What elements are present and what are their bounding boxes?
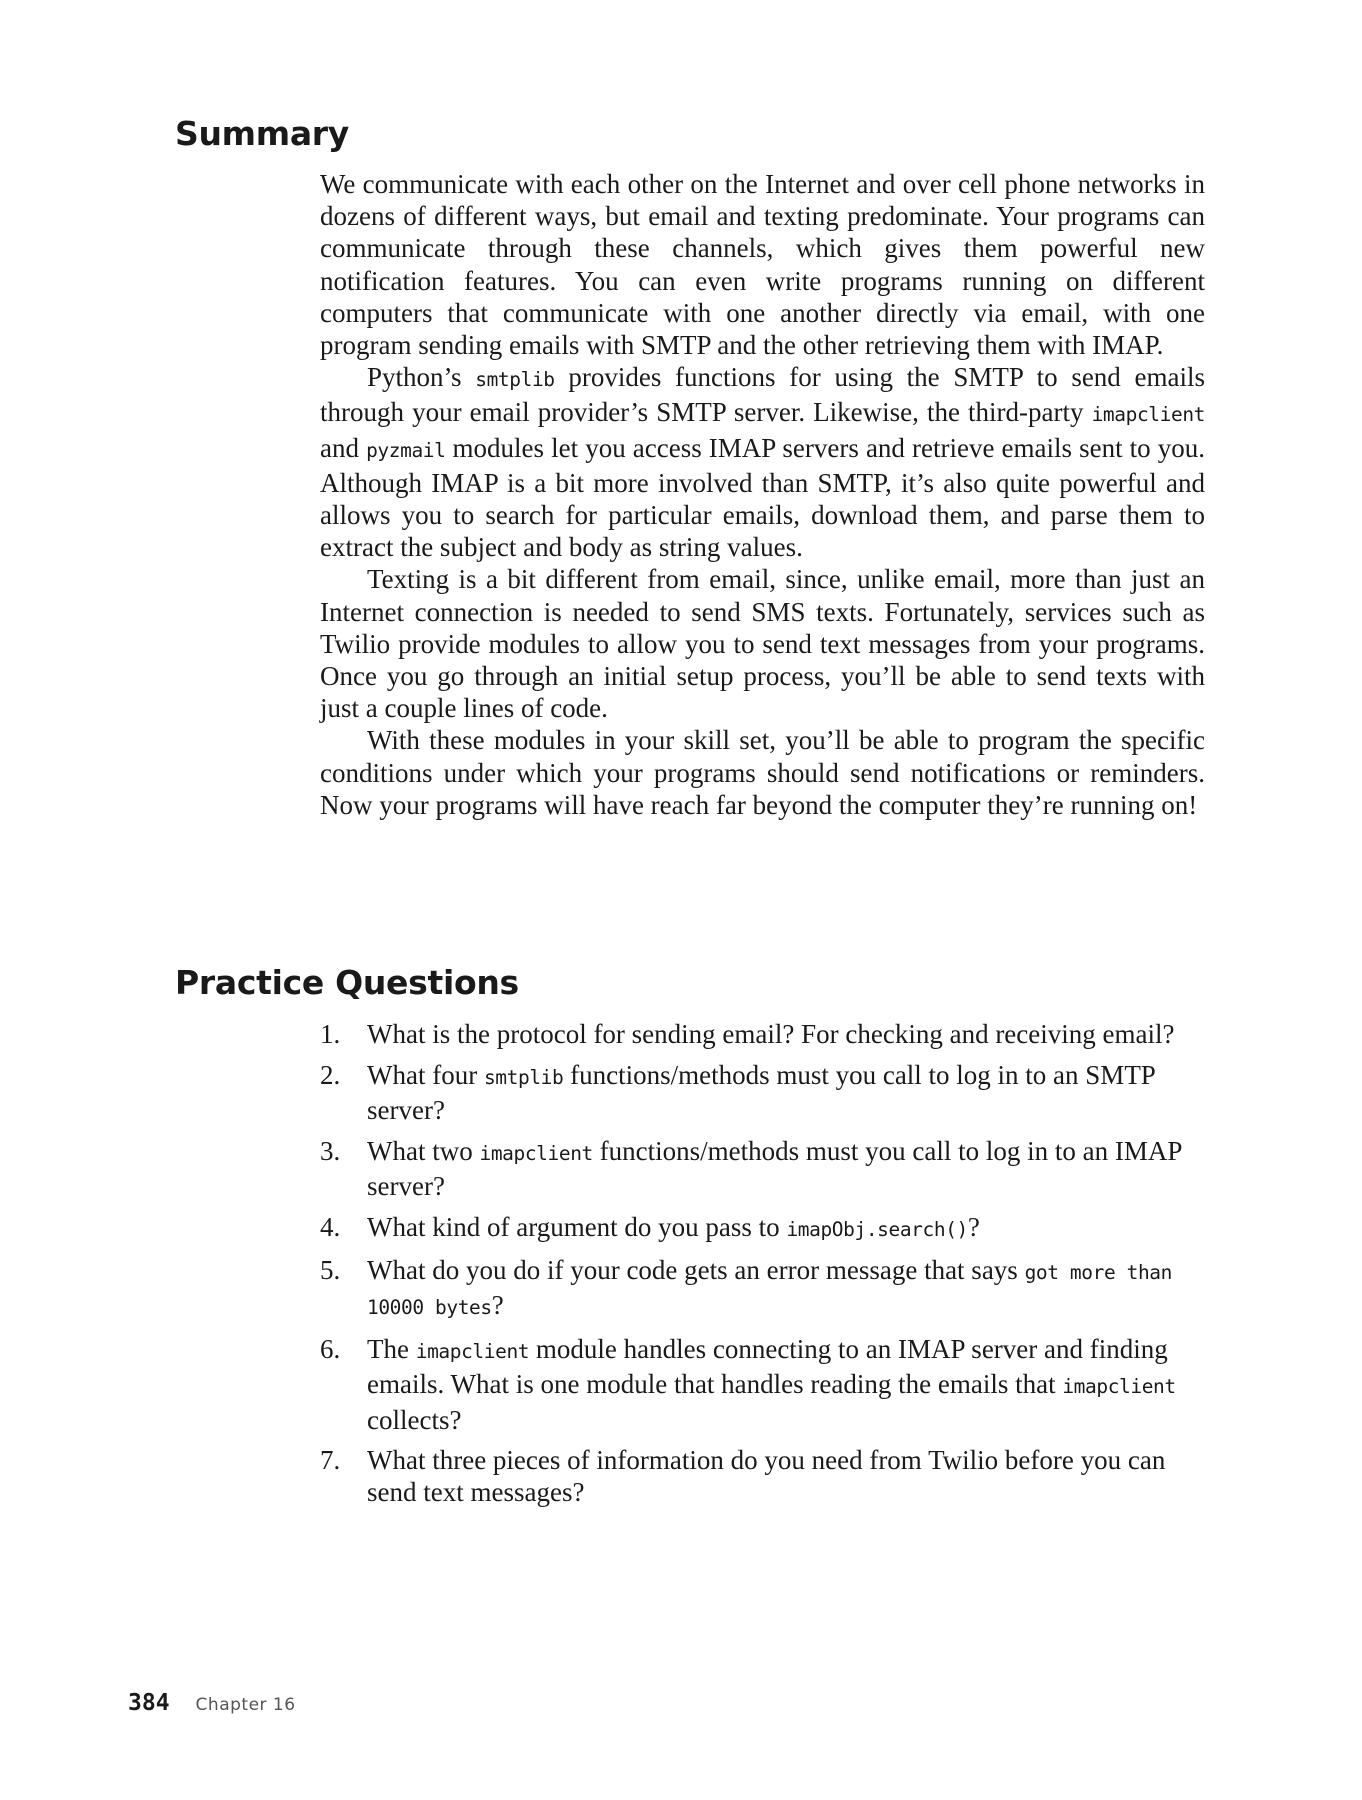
text-run: provides functions for using the SMTP to send emails through your email provider’s SMTP server. Likewise, the third-party — [320, 362, 1206, 428]
code-term: smtplib — [483, 1065, 564, 1089]
question-number: 3. — [320, 1135, 341, 1166]
question-item — [320, 1018, 1205, 1050]
code-term: imapObj.search() — [786, 1217, 968, 1241]
question-text: What three pieces of information do you need from Twilio before you can send text messages? — [367, 1445, 1166, 1508]
question-text: functions/methods must you call to log in to an SMTP server? — [367, 1059, 1155, 1125]
text-run: Python’s — [367, 362, 476, 393]
question-item — [320, 1059, 1205, 1126]
question-text: The — [367, 1334, 416, 1365]
question-text: ? — [491, 1290, 504, 1321]
code-smtplib: smtplib — [475, 368, 555, 392]
question-number: 4. — [320, 1211, 341, 1242]
question-text: What do you do if your code gets an error message that says — [367, 1255, 1025, 1286]
question-number: 2. — [320, 1059, 341, 1090]
chapter-label: Chapter 16 — [195, 1695, 296, 1715]
question-text: What is the protocol for sending email? For checking and receiving email? — [367, 1019, 1175, 1049]
question-text: What four — [367, 1059, 484, 1090]
question-item — [320, 1135, 1205, 1202]
code-imapclient: imapclient — [1091, 403, 1205, 427]
summary-paragraph-4: With these modules in your skill set, you’ll be able to program the specific conditions under which your programs should send notifications or reminders. Now your programs will have reach far beyond the computer they’re running on! — [320, 725, 1205, 820]
question-item — [320, 1333, 1205, 1436]
page-number: 384 — [128, 1690, 170, 1716]
page-footer — [128, 1690, 296, 1716]
code-term: got more than 10000 bytes — [367, 1261, 1172, 1320]
summary-paragraph-1: We communicate with each other on the Internet and over cell phone networks in dozens of different ways, but email and texting predominate. Your programs can communicate through these channels, which gives them powerful new notification features. You can even write programs running on different computers that communicate with one another directly via email, with one program sending emails with SMTP and the other retrieving them with IMAP. — [320, 169, 1205, 361]
question-text: collects? — [367, 1404, 462, 1435]
question-text: What two — [367, 1135, 480, 1166]
question-text: functions/methods must you call to log in to an IMAP server? — [367, 1135, 1182, 1201]
summary-heading: Summary — [175, 114, 349, 153]
code-term: imapclient — [1062, 1375, 1176, 1399]
summary-paragraph-2 — [320, 361, 1205, 563]
text-run: modules let you access IMAP servers and retrieve emails sent to you. Although IMAP is a bit more involved than SMTP, it’s also quite powerful and allows you to search for particular emails, download them, and parse them to extract the subject and body as string values. — [320, 432, 1206, 563]
question-item — [320, 1254, 1205, 1324]
practice-questions-heading: Practice Questions — [175, 963, 519, 1002]
question-text: What kind of argument do you pass to — [367, 1211, 787, 1242]
question-number: 1. — [320, 1019, 341, 1049]
question-item — [320, 1211, 1205, 1246]
summary-body — [320, 168, 1205, 821]
code-term: imapclient — [479, 1141, 593, 1165]
summary-paragraph-3: Texting is a bit different from email, since, unlike email, more than just an Internet connection is needed to send SMS texts. Fortunately, services such as Twilio provide modules to allow you to send text messages from your programs. Once you go through an initial setup process, you’ll be able to send texts with just a couple lines of code. — [320, 564, 1205, 724]
question-number: 6. — [320, 1334, 341, 1365]
question-item — [320, 1444, 1205, 1508]
question-text: module handles connecting to an IMAP server and finding emails. What is one module that handles reading the emails that — [367, 1334, 1168, 1400]
question-number: 5. — [320, 1255, 341, 1286]
code-pyzmail: pyzmail — [366, 438, 446, 462]
question-number: 7. — [320, 1445, 341, 1476]
code-term: imapclient — [415, 1340, 530, 1364]
text-run: and — [320, 432, 367, 463]
question-text: ? — [967, 1211, 980, 1242]
practice-questions-list — [320, 1018, 1205, 1517]
